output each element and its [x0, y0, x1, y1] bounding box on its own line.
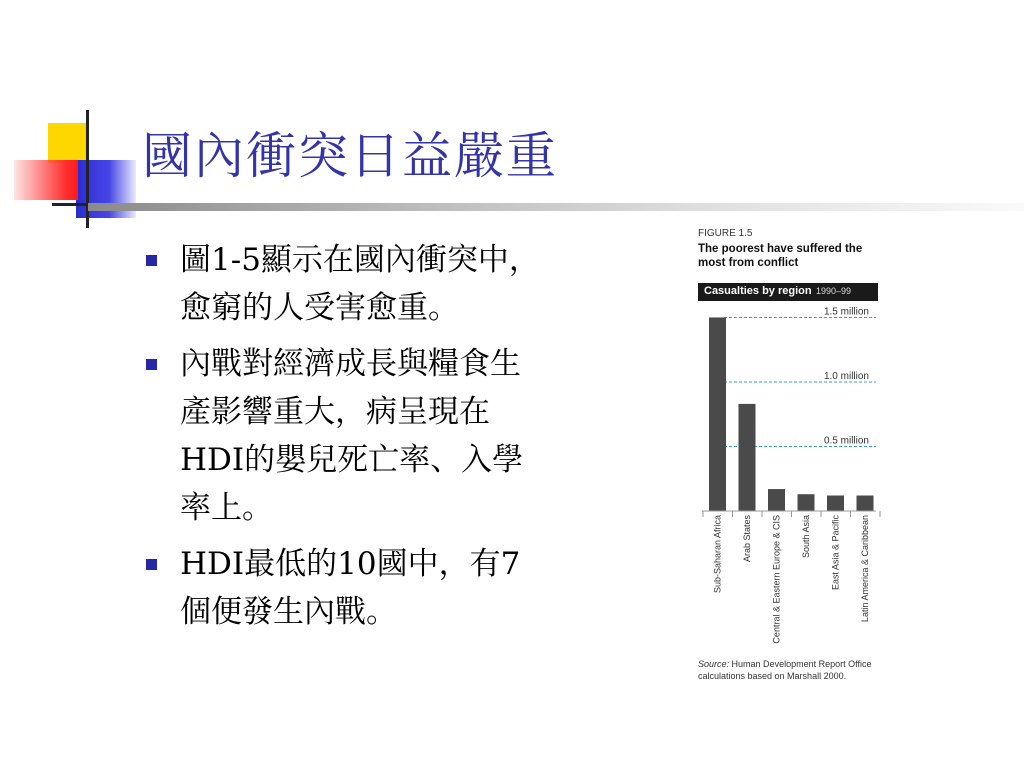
bullet-text: HDI最低的10國中，有7個便發生內戰。	[180, 546, 521, 630]
bar-chart	[694, 301, 884, 656]
slide-title: 國內衝突日益嚴重	[142, 127, 558, 185]
bullet-item	[140, 540, 560, 636]
bullet-item	[140, 236, 560, 332]
category-label: Sub-Saharan Africa	[712, 515, 723, 594]
chart-years: 1990–99	[816, 286, 852, 296]
bullet-text: 內戰對經濟成長與糧食生產影響重大，病呈現在HDI的嬰兒死亡率、入學率上。	[180, 346, 524, 526]
bar	[768, 489, 785, 511]
bullet-list	[140, 236, 560, 644]
category-label: East Asia & Pacific	[830, 515, 841, 591]
figure-title: The poorest have suffered the most from conflict	[698, 243, 863, 269]
category-label: Arab States	[742, 515, 752, 563]
figure-casualties	[694, 228, 884, 688]
bar	[827, 496, 844, 511]
title-underline-rule	[88, 203, 1024, 211]
decor-red-square	[14, 160, 78, 200]
bar	[798, 494, 815, 511]
bullet-item	[140, 340, 560, 532]
gridline-label: 1.0 million	[823, 370, 869, 382]
category-label: Central & Eastern Europe & CIS	[771, 515, 782, 644]
bar	[739, 404, 756, 511]
bar	[857, 496, 874, 511]
category-label: South Asia	[801, 515, 811, 559]
bullet-text: 圖1-5顯示在國內衝突中，愈窮的人受害愈重。	[180, 242, 540, 326]
category-label: Latin America & Caribbean	[860, 515, 870, 623]
bullet-square-icon	[146, 559, 157, 570]
figure-source	[698, 658, 884, 682]
decor-yellow-square	[48, 123, 88, 163]
gridline-label: 0.5 million	[823, 435, 869, 447]
bar	[709, 317, 726, 511]
gridline-label: 1.5 million	[823, 306, 869, 318]
figure-header-band	[698, 283, 878, 301]
figure-label: FIGURE 1.5	[698, 228, 753, 239]
bullet-square-icon	[146, 255, 157, 266]
source-text: Human Development Report Office calculations based on Marshall 2000.	[698, 659, 872, 681]
source-tag: Source:	[698, 659, 730, 669]
chart-title: Casualties by region	[704, 285, 812, 297]
bullet-square-icon	[146, 359, 157, 370]
